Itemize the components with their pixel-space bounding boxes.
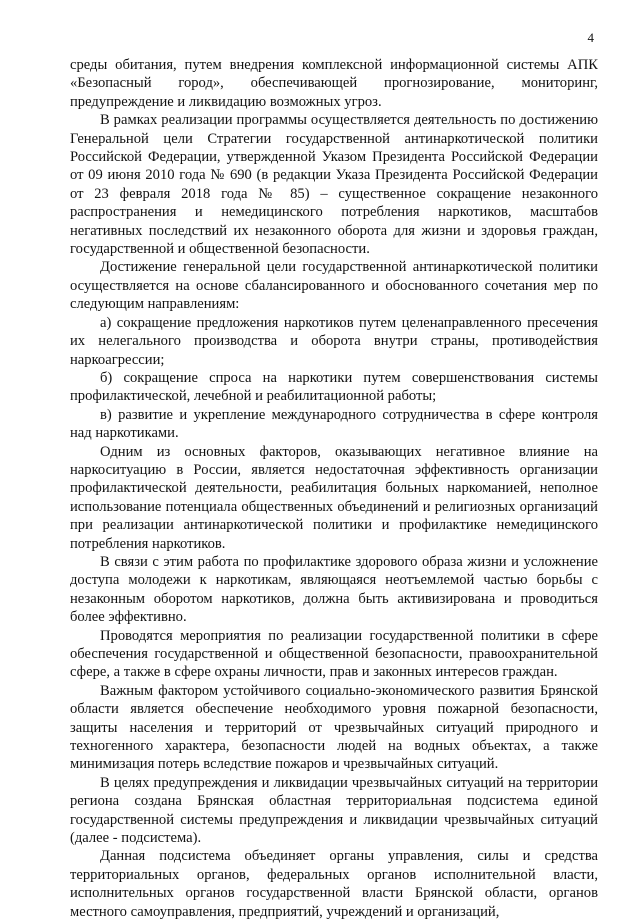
paragraph-5: В связи с этим работа по профилактике здорового образа жизни и усложнение доступа молодежи к наркотикам, являющаяся неотъемлемой частью борьбы с незаконным оборотом наркотиков, должна быть активизирована и проводиться более эффективно. [70,553,598,626]
paragraph-8: В целях предупреждения и ликвидации чрезвычайных ситуаций на территории региона создана Брянская областная территориальная подсистема единой государственной системы предупреждения и ликвидации чрезвычайных ситуаций (далее - подсистема). [70,774,598,847]
paragraph-9: Данная подсистема объединяет органы управления, силы и средства территориальных органов, федеральных органов исполнительной власти, исполнительных органов государственной власти Брянской области, органов местного самоуправления, предприятий, учреждений и организаций, [70,848,598,920]
paragraph-1: среды обитания, путем внедрения комплексной информационной системы АПК «Безопасный город», обеспечивающей прогнозирование, мониторинг, предупреждение и ликвидацию возможных угроз. [70,57,598,110]
list-item-b: б) сокращение спроса на наркотики путем совершенствования системы профилактической, лечебной и реабилитационной работы; [70,369,598,405]
paragraph-6: Проводятся мероприятия по реализации государственной политики в сфере обеспечения государственной и общественной безопасности, правоохранительной сфере, а также в сфере охраны личности, прав и законных интересов граждан. [70,627,598,681]
list-item-c: в) развитие и укрепление международного сотрудничества в сфере контроля над наркотиками. [70,406,598,442]
paragraph-3: Достижение генеральной цели государственной антинаркотической политики осуществляется на основе сбалансированного и обоснованного сочетания мер по следующим направлениям: [70,259,598,313]
document-body [70,56,598,921]
page-number: 4 [587,30,594,45]
list-item-a: а) сокращение предложения наркотиков путем целенаправленного пресечения их нелегального производства и оборота внутри страны, противодействия наркоагрессии; [70,314,598,368]
paragraph-7: Важным фактором устойчивого социально-экономического развития Брянской области является обеспечение необходимого уровня пожарной безопасности, защиты населения и территорий от чрезвычайных ситуаций природного и техногенного характера, безопасности людей на водных объектах, а также минимизация потерь вследствие пожаров и чрезвычайных ситуаций. [70,682,598,773]
paragraph-4: Одним из основных факторов, оказывающих негативное влияние на наркоситуацию в России, является недостаточная эффективность организации профилактической деятельности, реабилитация больных наркоманией, неполное использование потенциала общественных объединений и религиозных организаций при реализации антинаркотической политики и профилактике немедицинского потребления наркотиков. [70,443,598,552]
paragraph-2: В рамках реализации программы осуществляется деятельность по достижению Генеральной цели Стратегии государственной антинаркотической политики Российской Федерации, утвержденной Указом Президента Российской Федерации от 09 июня 2010 года № 690 (в редакции Указа Президента Российской Федерации от 23 февраля 2018 года № 85) – существенное сокращение незаконного распространения и немедицинского потребления наркотиков, масштабов негативных последствий их незаконного оборота для жизни и здоровья граждан, государственной и общественной безопасности. [70,112,598,258]
